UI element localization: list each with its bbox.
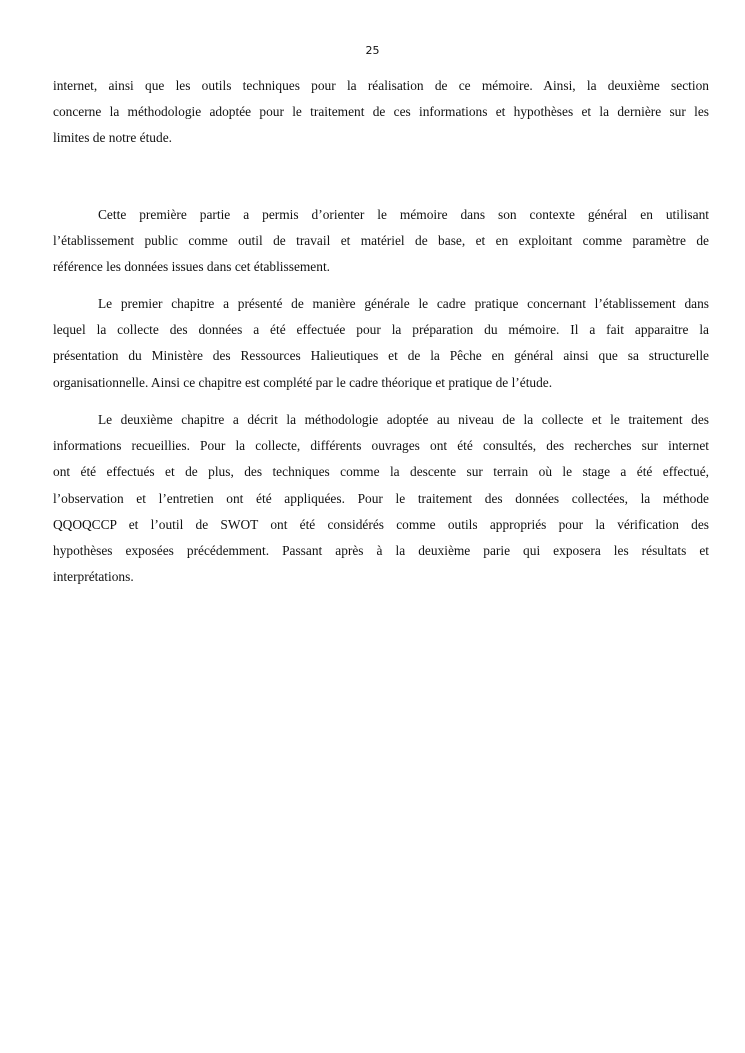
text-line: internet, ainsi que les outils techniques pour la réalisation de ce mémoire. Ainsi, la deuxième section (53, 78, 709, 93)
text-line: QQOQCCP et l’outil de SWOT ont été considérés comme outils appropriés pour la vérification des (53, 516, 709, 532)
paragraph-first-part-summary (53, 202, 709, 281)
text-line: hypothèses exposées précédemment. Passant après à la deuxième parie qui exposera les résultats et (53, 542, 709, 558)
text-line: organisationnelle. Ainsi ce chapitre est complété par le cadre théorique et pratique de l’étude. (53, 374, 553, 390)
text-line: référence les données issues dans cet établissement. (53, 259, 331, 275)
text-line: l’établissement public comme outil de travail et matériel de base, et en exploitant comme paramètre de (53, 233, 709, 249)
page-number: 25 (365, 44, 380, 57)
text-line: lequel la collecte des données a été effectuée pour la préparation du mémoire. Il a fait apparaitre la (53, 322, 709, 338)
paragraph-second-chapter (53, 407, 709, 590)
text-line: Cette première partie a permis d’orienter le mémoire dans son contexte général en utilisant (98, 207, 709, 222)
text-line: interprétations. (53, 569, 134, 585)
text-line: Le premier chapitre a présenté de manière générale le cadre pratique concernant l’établissement dans (98, 296, 709, 311)
text-line: concerne la méthodologie adoptée pour le traitement de ces informations et hypothèses et la dernière sur les (53, 104, 709, 120)
text-line: limites de notre étude. (53, 130, 172, 146)
text-line: l’observation et l’entretien ont été appliquées. Pour le traitement des données collectées, la méthode (53, 490, 709, 506)
text-line: Le deuxième chapitre a décrit la méthodologie adoptée au niveau de la collecte et le traitement des (98, 412, 709, 427)
paragraph-intro-continuation (53, 73, 709, 152)
paragraph-first-chapter (53, 291, 709, 396)
text-line: ont été effectués et de plus, des techniques comme la descente sur terrain où le stage a été effectué, (53, 464, 709, 480)
text-line: informations recueillies. Pour la collecte, différents ouvrages ont été consultés, des recherches sur internet (53, 438, 709, 454)
text-line: présentation du Ministère des Ressources Halieutiques et de la Pêche en général ainsi que sa structurelle (53, 348, 709, 364)
